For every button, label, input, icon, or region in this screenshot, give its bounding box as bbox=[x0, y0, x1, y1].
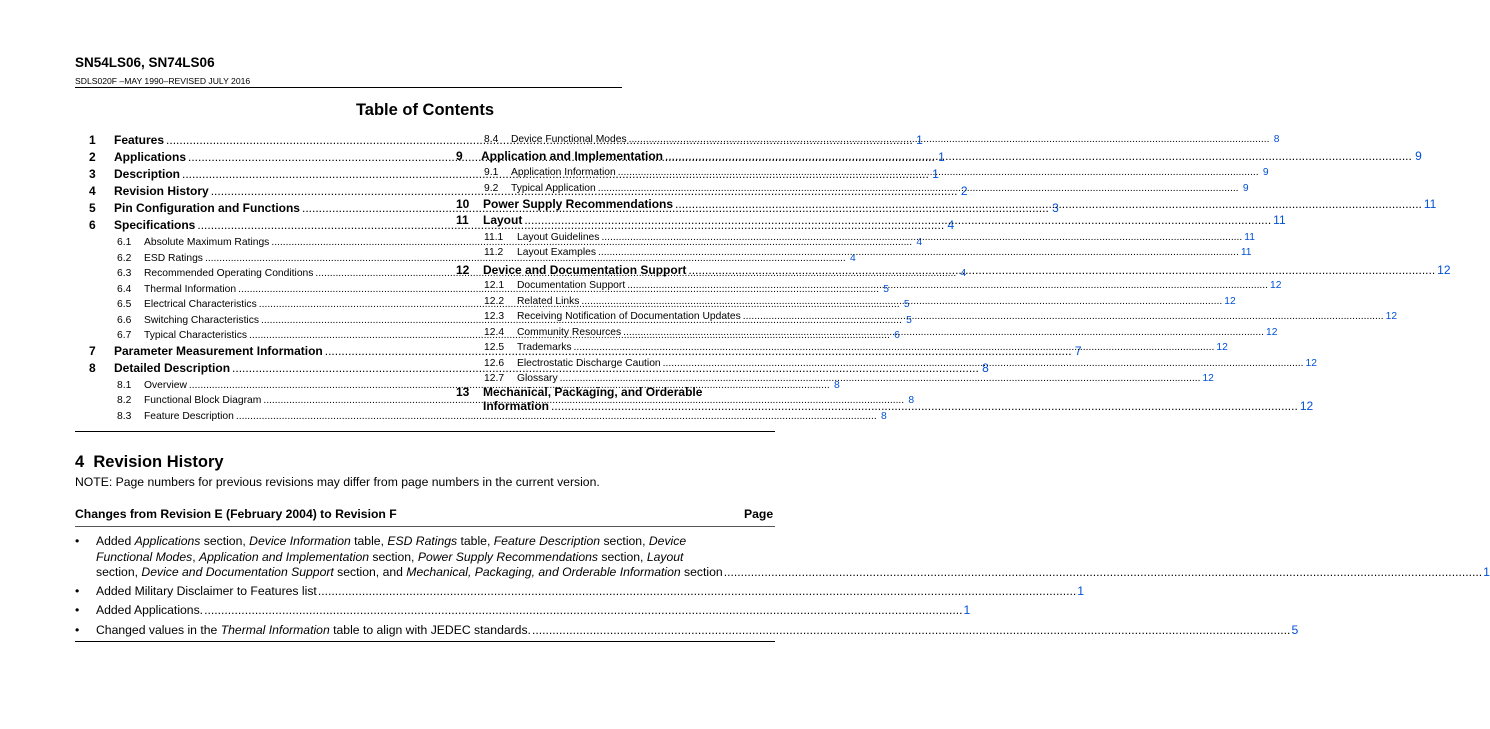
toc-page-link[interactable]: 4 bbox=[947, 218, 955, 232]
document-part-number: SN54LS06, SN74LS06 bbox=[75, 55, 215, 70]
toc-entry[interactable] bbox=[456, 243, 1252, 258]
page-column-header: Page bbox=[744, 507, 774, 521]
toc-leader-dots bbox=[560, 373, 1201, 384]
toc-page-link[interactable]: 4 bbox=[850, 253, 856, 264]
toc-page-link[interactable]: 12 bbox=[1437, 263, 1451, 277]
change-text: Power Supply Recommendations bbox=[417, 549, 599, 564]
toc-entry-number: 6.6 bbox=[117, 315, 132, 326]
toc-page-link[interactable]: 12 bbox=[1265, 327, 1278, 338]
toc-entry[interactable] bbox=[456, 163, 1269, 178]
toc-page-link[interactable]: 5 bbox=[903, 299, 910, 310]
toc-entry-label: Community Resources bbox=[517, 327, 622, 338]
toc-entry[interactable] bbox=[456, 369, 1214, 384]
toc-entry-number: 3 bbox=[89, 167, 96, 181]
toc-entry-number: 6 bbox=[89, 218, 96, 232]
toc-page-link[interactable]: 8 bbox=[834, 380, 840, 391]
toc-leader-dots bbox=[598, 247, 1239, 258]
toc-page-link[interactable]: 2 bbox=[960, 184, 968, 198]
change-text: Layout bbox=[646, 549, 684, 564]
toc-page-link[interactable]: 8 bbox=[908, 395, 915, 406]
section-divider bbox=[75, 431, 775, 432]
toc-page-link[interactable]: 11 bbox=[1240, 247, 1252, 258]
toc-page-link[interactable]: 1 bbox=[938, 150, 945, 164]
toc-entry-label: Applications bbox=[114, 150, 187, 164]
change-text: section, bbox=[96, 565, 142, 579]
toc-entry-label: Electrical Characteristics bbox=[144, 299, 257, 310]
toc-entry-label: Description bbox=[114, 167, 181, 181]
toc-page-link[interactable]: 4 bbox=[960, 268, 967, 279]
change-text: section, bbox=[598, 549, 647, 564]
toc-entry-number: 12.7 bbox=[484, 373, 505, 384]
toc-entry-label: Layout Guidelines bbox=[517, 232, 600, 243]
toc-entry-number: 12.6 bbox=[484, 358, 505, 369]
bullet: • bbox=[75, 603, 80, 617]
change-text: Functional Modes bbox=[96, 549, 193, 564]
toc-entry-label: Feature Description bbox=[144, 411, 234, 422]
toc-entry-number: 5 bbox=[89, 201, 96, 215]
toc-entry-number: 6.2 bbox=[117, 253, 132, 264]
change-text: , bbox=[192, 549, 199, 564]
toc-page-link[interactable]: 11 bbox=[1273, 213, 1286, 227]
toc-entry-label: Application and Implementation bbox=[481, 149, 664, 163]
change-leader-dots bbox=[532, 623, 1290, 639]
change-text: table to align with JEDEC standards. bbox=[329, 623, 531, 637]
toc-page-link[interactable]: 11 bbox=[1423, 197, 1437, 211]
toc-leader-dots bbox=[675, 197, 1422, 211]
toc-page-link[interactable]: 6 bbox=[894, 330, 900, 341]
toc-page-link[interactable]: 3 bbox=[1052, 201, 1059, 215]
change-text: Added bbox=[96, 534, 135, 548]
change-text: Applications bbox=[134, 534, 201, 548]
toc-entry[interactable] bbox=[456, 179, 1249, 194]
toc-entry[interactable] bbox=[456, 323, 1278, 338]
toc-entry-number: 12.4 bbox=[484, 327, 505, 338]
revision-note: NOTE: Page numbers for previous revisions may differ from page numbers in the current version. bbox=[75, 475, 600, 489]
toc-entry-label: Device and Documentation Support bbox=[483, 263, 687, 277]
toc-entry-number: 12.1 bbox=[484, 280, 505, 291]
toc-page-link[interactable]: 12 bbox=[1299, 399, 1314, 413]
toc-entry-label: Power Supply Recommendations bbox=[483, 197, 674, 211]
toc-entry-number: 8.4 bbox=[484, 134, 499, 145]
toc-entry-number: 12.3 bbox=[484, 311, 505, 322]
toc-entry[interactable] bbox=[456, 130, 1280, 145]
bullet: • bbox=[75, 623, 80, 637]
toc-page-link[interactable]: 9 bbox=[1242, 183, 1249, 194]
toc-page-link[interactable]: 1 bbox=[932, 167, 939, 181]
changes-bottom-rule bbox=[75, 641, 775, 642]
toc-leader-dots bbox=[623, 327, 1264, 338]
bullet: • bbox=[75, 534, 80, 548]
toc-page-link[interactable]: 8 bbox=[982, 361, 989, 375]
change-text: section, bbox=[200, 534, 250, 548]
change-leader-dots bbox=[724, 565, 1482, 581]
toc-entry[interactable] bbox=[456, 260, 1451, 277]
toc-entry[interactable] bbox=[456, 354, 1317, 369]
toc-entry-number: 2 bbox=[89, 150, 96, 164]
revision-history-heading bbox=[75, 453, 224, 472]
toc-entry-number: 13 bbox=[456, 385, 470, 399]
toc-entry-label: Recommended Operating Conditions bbox=[144, 268, 314, 279]
toc-leader-dots bbox=[551, 399, 1298, 413]
change-text: Changed values in the bbox=[96, 623, 221, 637]
toc-entry-label: Overview bbox=[144, 380, 187, 391]
toc-page-link[interactable]: 12 bbox=[1202, 373, 1214, 384]
toc-page-link[interactable]: 8 bbox=[1273, 134, 1280, 145]
change-text: Device bbox=[648, 534, 687, 548]
toc-entry-label: Specifications bbox=[114, 218, 196, 232]
toc-entry-label: Features bbox=[114, 133, 165, 147]
toc-entry-number: 8 bbox=[89, 361, 96, 375]
toc-entry-label: Documentation Support bbox=[517, 280, 626, 291]
toc-entry-number: 12.5 bbox=[484, 342, 505, 353]
toc-entry-number: 7 bbox=[89, 344, 96, 358]
toc-entry-number: 8.3 bbox=[117, 411, 132, 422]
change-text: Device Information bbox=[249, 534, 351, 548]
toc-title: Table of Contents bbox=[355, 101, 495, 119]
toc-page-link[interactable]: 9 bbox=[1415, 149, 1422, 163]
section-title: Revision History bbox=[93, 453, 224, 471]
change-page-link[interactable]: 1 bbox=[1077, 584, 1085, 598]
bullet: • bbox=[75, 584, 80, 598]
toc-leader-dots bbox=[663, 358, 1304, 369]
toc-page-link[interactable]: 9 bbox=[1262, 167, 1269, 178]
change-text: Added Military Disclaimer to Features list bbox=[96, 584, 317, 598]
toc-entry[interactable] bbox=[456, 194, 1437, 211]
changes-header-rule bbox=[75, 526, 775, 527]
toc-page-link[interactable]: 12 bbox=[1305, 358, 1317, 369]
toc-leader-dots bbox=[627, 280, 1268, 291]
toc-entry-number: 9 bbox=[456, 149, 463, 163]
toc-leader-dots bbox=[665, 149, 1412, 163]
toc-entry-number: 11.1 bbox=[484, 232, 504, 243]
changes-header: Changes from Revision E (February 2004) to Revision F bbox=[75, 507, 397, 521]
toc-entry-label: Trademarks bbox=[517, 342, 572, 353]
change-page-link[interactable]: 1 bbox=[1483, 565, 1490, 579]
change-leader-dots bbox=[318, 584, 1076, 600]
toc-entry-number: 6.4 bbox=[117, 284, 132, 295]
toc-entry-label: Switching Characteristics bbox=[144, 315, 260, 326]
toc-leader-dots bbox=[688, 263, 1435, 277]
toc-entry-label: Functional Block Diagram bbox=[144, 395, 262, 406]
toc-leader-dots bbox=[629, 134, 1270, 145]
change-text: Application and Implementation bbox=[198, 549, 370, 564]
toc-entry-label: Pin Configuration and Functions bbox=[114, 201, 300, 215]
toc-page-link[interactable]: 12 bbox=[1224, 296, 1236, 307]
toc-entry-number: 9.2 bbox=[484, 183, 499, 194]
change-text: Added Applications. bbox=[96, 603, 204, 617]
toc-leader-dots bbox=[581, 296, 1222, 307]
document-id-and-date: SDLS020F –MAY 1990–REVISED JULY 2016 bbox=[75, 76, 251, 86]
change-text: Thermal Information bbox=[220, 623, 330, 637]
toc-entry-number: 11 bbox=[456, 213, 469, 227]
toc-page-link[interactable]: 12 bbox=[1270, 280, 1282, 291]
toc-entry[interactable] bbox=[456, 146, 1422, 163]
toc-entry-label: Revision History bbox=[114, 184, 209, 198]
change-page-link[interactable]: 5 bbox=[1291, 623, 1299, 637]
toc-entry-number: 8.2 bbox=[117, 395, 132, 406]
change-text: section, bbox=[600, 534, 649, 548]
toc-entry[interactable] bbox=[456, 276, 1282, 291]
change-text: section bbox=[680, 565, 723, 579]
toc-entry-label: Glossary bbox=[517, 373, 558, 384]
toc-page-link[interactable]: 1 bbox=[916, 133, 923, 147]
toc-page-link[interactable]: 11 bbox=[1244, 232, 1255, 243]
toc-entry-label: ESD Ratings bbox=[144, 253, 203, 264]
toc-entry[interactable] bbox=[456, 338, 1228, 353]
toc-entry-label: Thermal Information bbox=[144, 284, 237, 295]
toc-entry-label: Parameter Measurement Information bbox=[114, 344, 323, 358]
change-text: ESD Ratings bbox=[387, 534, 458, 548]
toc-entry[interactable] bbox=[456, 292, 1236, 307]
toc-entry-number: 12.2 bbox=[484, 296, 505, 307]
toc-entry-number: 9.1 bbox=[484, 167, 499, 178]
change-text: Device and Documentation Support bbox=[141, 565, 334, 579]
toc-entry[interactable] bbox=[456, 210, 1286, 227]
toc-entry-number: 6.1 bbox=[117, 237, 132, 248]
toc-leader-dots bbox=[574, 342, 1215, 353]
toc-entry-label: Detailed Description bbox=[114, 361, 231, 375]
section-number: 4 bbox=[75, 453, 85, 471]
toc-entry-number: 1 bbox=[89, 133, 96, 147]
toc-entry-number: 11.2 bbox=[484, 247, 504, 258]
toc-leader-dots bbox=[524, 213, 1271, 227]
toc-entry-label: Electrostatic Discharge Caution bbox=[517, 358, 661, 369]
toc-entry-number: 8.1 bbox=[117, 380, 132, 391]
toc-leader-dots bbox=[601, 232, 1242, 243]
toc-entry-number: 4 bbox=[89, 184, 96, 198]
toc-leader-dots bbox=[618, 167, 1259, 178]
toc-entry-label: Receiving Notification of Documentation Updates bbox=[517, 311, 741, 322]
toc-entry-label: Typical Characteristics bbox=[144, 330, 247, 341]
toc-page-link[interactable]: 12 bbox=[1216, 342, 1228, 353]
toc-entry-number: 6.3 bbox=[117, 268, 132, 279]
change-text: table, bbox=[457, 534, 494, 548]
toc-entry-number: 12 bbox=[456, 263, 470, 277]
toc-page-link[interactable]: 8 bbox=[880, 411, 887, 422]
toc-entry-label: Application Information bbox=[511, 167, 616, 178]
toc-entry-label: Layout Examples bbox=[517, 247, 596, 258]
toc-entry-label: Absolute Maximum Ratings bbox=[144, 237, 270, 248]
toc-entry-label: Device Functional Modes bbox=[511, 134, 627, 145]
toc-entry[interactable] bbox=[89, 407, 887, 422]
change-text: section, and bbox=[333, 565, 407, 579]
change-page-link[interactable]: 1 bbox=[963, 603, 971, 617]
toc-entry[interactable] bbox=[456, 228, 1255, 243]
toc-entry-number: 6.5 bbox=[117, 299, 132, 310]
toc-entry[interactable] bbox=[456, 307, 1398, 322]
toc-page-link[interactable]: 4 bbox=[916, 237, 923, 248]
toc-entry[interactable] bbox=[456, 385, 1314, 417]
toc-entry-label: Layout bbox=[483, 213, 523, 227]
change-leader-dots bbox=[204, 603, 962, 619]
toc-leader-dots bbox=[598, 183, 1239, 194]
toc-page-link[interactable]: 5 bbox=[883, 284, 889, 295]
toc-page-link[interactable]: 7 bbox=[1074, 344, 1082, 358]
header-rule bbox=[75, 87, 622, 88]
toc-page-link[interactable]: 12 bbox=[1385, 311, 1398, 322]
toc-entry-label: Related Links bbox=[517, 296, 580, 307]
toc-entry-label: Typical Application bbox=[511, 183, 596, 194]
toc-page-link[interactable]: 5 bbox=[906, 315, 912, 326]
toc-entry-label-continued: Information bbox=[483, 399, 549, 413]
change-text: Mechanical, Packaging, and Orderable Information bbox=[406, 565, 681, 579]
change-text: section, bbox=[369, 549, 418, 564]
toc-leader-dots bbox=[743, 311, 1384, 322]
toc-entry-number: 6.7 bbox=[117, 330, 132, 341]
change-text: table, bbox=[350, 534, 388, 548]
change-text: Feature Description bbox=[493, 534, 601, 548]
toc-entry-number: 10 bbox=[456, 197, 470, 211]
toc-entry-label: Mechanical, Packaging, and Orderable bbox=[483, 385, 703, 399]
